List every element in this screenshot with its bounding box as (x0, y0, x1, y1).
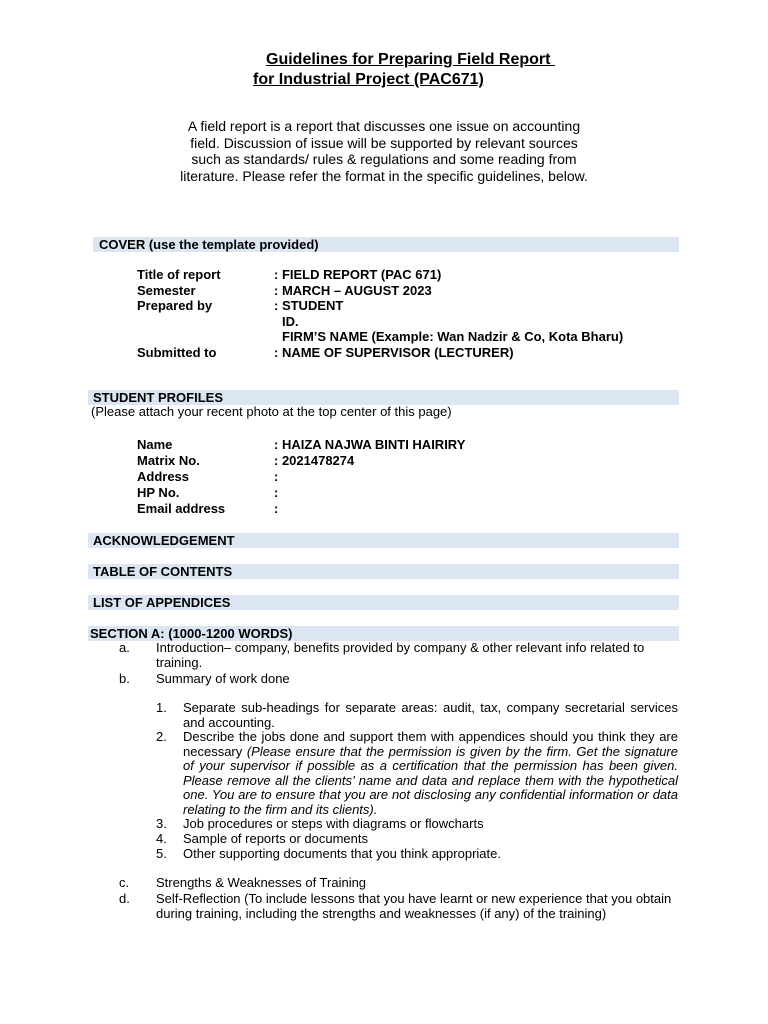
subitem-marker-4: 4. (156, 831, 167, 846)
subitem-marker-1: 1. (156, 700, 167, 715)
student-profiles-note: (Please attach your recent photo at the top center of this page) (91, 404, 452, 419)
subitem-5-text: Other supporting documents that you think appropriate. (183, 846, 501, 861)
cover-row-submitted-to: Submitted to : NAME OF SUPERVISOR (LECTURER) (137, 345, 514, 360)
profile-row-address: Address : (137, 469, 279, 484)
cover-row-title: Title of report : FIELD REPORT (PAC 671) (137, 267, 442, 282)
item-marker-d: d. (119, 891, 130, 906)
item-c-text: Strengths & Weaknesses of Training (156, 875, 367, 890)
subitem-marker-5: 5. (156, 846, 167, 861)
subitem-2-text: Describe the jobs done and support them with appendices should you think they are necessary (Please ensure that the permission is given by the firm. Get the signature of your supervisor if possible as a certification that the permission has been given. Please remove all the clients’ name and data and replace them with the hypothetical one. You are to ensure that you are not disclosing any confidential information or data relating to the firm and its clients). (183, 729, 678, 817)
item-a-text: Introduction– company, benefits provided by company & other relevant info related to training. (156, 640, 645, 670)
subitem-3-text: Job procedures or steps with diagrams or flowcharts (183, 816, 484, 831)
cover-row-id: ID. (282, 314, 299, 329)
section-a-heading: SECTION A: (1000-1200 WORDS) (88, 626, 679, 641)
profile-row-hp: HP No. : (137, 485, 279, 500)
profile-row-matrix: Matrix No. : 2021478274 (137, 453, 355, 468)
list-of-appendices-heading: LIST OF APPENDICES (88, 595, 679, 610)
document-title-line-2: for Industrial Project (PAC671) (253, 71, 484, 88)
subitem-marker-3: 3. (156, 816, 167, 831)
subitem-4-text: Sample of reports or documents (183, 831, 368, 846)
document-title-line-1: Guidelines for Preparing Field Report (266, 51, 555, 68)
cover-heading: COVER (use the template provided) (93, 237, 679, 252)
subitem-marker-2: 2. (156, 729, 167, 744)
item-d-text: Self-Reflection (To include lessons that you have learnt or new experience that you obtain during training, including the strengths and weaknesses (if any) of the training) (156, 891, 672, 921)
subitem-2-italic-note: (Please ensure that the permission is given by the firm. Get the signature of your supervisor if possible as a certification that the permission has been given. Please remove all the clients’ name and data and replace them with the hypothetical one. You are to ensure that you are not disclosing any confidential information or data relating to the firm and its clients). (183, 743, 678, 817)
cover-row-semester: Semester : MARCH – AUGUST 2023 (137, 283, 432, 298)
table-of-contents-heading: TABLE OF CONTENTS (88, 564, 679, 579)
student-profiles-heading: STUDENT PROFILES (88, 390, 679, 405)
profile-row-name: Name : HAIZA NAJWA BINTI HAIRIRY (137, 437, 466, 452)
acknowledgement-heading: ACKNOWLEDGEMENT (88, 533, 679, 548)
cover-row-prepared-by: Prepared by : STUDENT (137, 298, 344, 313)
subitem-1-text: Separate sub-headings for separate areas: audit, tax, company secretarial services and accounting. (183, 700, 678, 730)
item-marker-c: c. (119, 875, 130, 890)
item-marker-a: a. (119, 640, 130, 655)
item-marker-b: b. (119, 671, 130, 686)
item-b-text: Summary of work done (156, 671, 290, 686)
profile-row-email: Email address : (137, 501, 279, 516)
cover-row-firm-name: FIRM’S NAME (Example: Wan Nadzir & Co, Kota Bharu) (282, 329, 624, 344)
intro-paragraph: A field report is a report that discusses one issue on accounting field. Discussion of issue will be supported by relevant sources such as standards/ rules & regulations and some reading from literature. Please refer the format in the specific guidelines, below. (180, 118, 588, 184)
